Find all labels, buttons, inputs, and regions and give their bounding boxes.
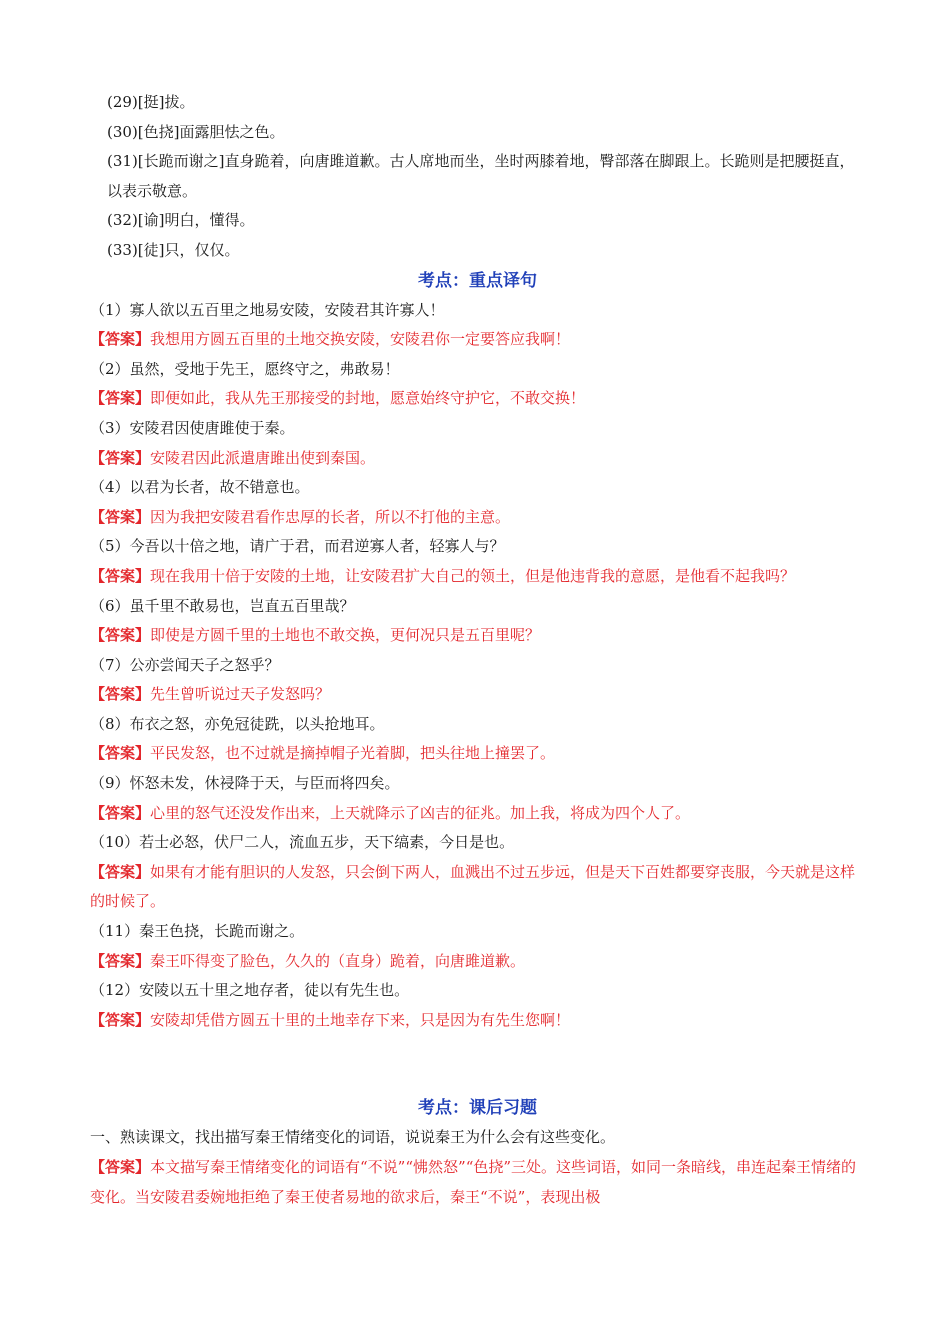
question-6: （6）虽千里不敢易也，岂直五百里哉？ — [90, 596, 355, 615]
answer-tag: 【答案】 — [90, 862, 151, 881]
document-page — [90, 88, 865, 1212]
answer-text: 秦王吓得变了脸色，久久的（直身）跪着，向唐雎道歉。 — [150, 951, 526, 970]
answer-text: 安陵却凭借方圆五十里的土地幸存下来，只是因为有先生您啊！ — [150, 1010, 571, 1029]
answer-tag: 【答案】 — [90, 744, 151, 763]
question-12: （12）安陵以五十里之地存者，徒以有先生也。 — [90, 981, 410, 1000]
section-heading-key-sentences: 考点：重点译句 — [418, 270, 537, 291]
question-11: （11）秦王色挠，长跪而谢之。 — [90, 922, 305, 941]
answer-tag: 【答案】 — [90, 330, 151, 349]
section-heading-exercises: 考点：课后习题 — [418, 1098, 537, 1119]
answer-text: 平民发怒，也不过就是摘掉帽子光着脚，把头往地上撞罢了。 — [150, 744, 556, 763]
question-8: （8）布衣之怒，亦免冠徒跣，以头抢地耳。 — [90, 714, 385, 733]
answer-5 — [90, 562, 865, 592]
answer-10 — [90, 858, 865, 917]
answer-8 — [90, 739, 865, 769]
answer-text: 即便如此，我从先王那接受的封地，愿意始终守护它，不敢交换！ — [150, 389, 586, 408]
question-5: （5）今吾以十倍之地，请广于君，而君逆寡人者，轻寡人与？ — [90, 537, 505, 556]
question-4: （4）以君为长者，故不错意也。 — [90, 478, 310, 497]
question-10: （10）若士必怒，伏尸二人，流血五步，天下缟素，今日是也。 — [90, 833, 515, 852]
answer-4 — [90, 503, 865, 533]
answer-text: 因为我把安陵君看作忠厚的长者，所以不打他的主意。 — [150, 507, 511, 526]
answer-2 — [90, 384, 865, 414]
answer-text: 本文描写秦王情绪变化的词语有“不说”“怫然怒”“色挠”三处。这些词语，如同一条暗线，串连起秦王情绪的变化。当安陵君委婉地拒绝了秦王使者易地的欲求后，秦王“不说”，表现出极 — [90, 1158, 857, 1206]
note-30: (30)[色挠]面露胆怯之色。 — [107, 122, 285, 141]
question-7: （7）公亦尝闻天子之怒乎？ — [90, 655, 280, 674]
answer-tag: 【答案】 — [90, 951, 151, 970]
answer-tag: 【答案】 — [90, 448, 151, 467]
note-32: (32)[谕]明白，懂得。 — [107, 211, 255, 230]
answer-text: 心里的怒气还没发作出来，上天就降示了凶吉的征兆。加上我，将成为四个人了。 — [150, 803, 691, 822]
answer-tag: 【答案】 — [90, 803, 151, 822]
answer-3 — [90, 444, 865, 474]
answer-7 — [90, 680, 865, 710]
spacer — [90, 1035, 865, 1093]
answer-tag: 【答案】 — [90, 685, 151, 704]
exercise-question: 一、熟读课文，找出描写秦王情绪变化的词语，说说秦王为什么会有这些变化。 — [90, 1128, 616, 1147]
answer-11 — [90, 947, 865, 977]
answer-text: 安陵君因此派遣唐雎出使到秦国。 — [150, 448, 376, 467]
answer-12 — [90, 1006, 865, 1036]
answer-text: 现在我用十倍于安陵的土地，让安陵君扩大自己的领土，但是他违背我的意愿，是他看不起我吗？ — [150, 566, 796, 585]
exercise-answer — [90, 1153, 865, 1212]
translation-list — [90, 296, 865, 1036]
question-2: （2）虽然，受地于先王，愿终守之，弗敢易！ — [90, 359, 400, 378]
answer-6 — [90, 621, 865, 651]
answer-text: 即使是方圆千里的土地也不敢交换，更何况只是五百里呢？ — [150, 626, 541, 645]
answer-tag: 【答案】 — [90, 389, 151, 408]
note-33: (33)[徒]只，仅仅。 — [107, 240, 240, 259]
answer-text: 我想用方圆五百里的土地交换安陵，安陵君你一定要答应我啊！ — [150, 330, 571, 349]
note-31: (31)[长跪而谢之]直身跪着，向唐雎道歉。古人席地而坐，坐时两膝着地，臀部落在脚跟上。长跪则是把腰挺直，以表示敬意。 — [107, 152, 855, 200]
answer-tag: 【答案】 — [90, 566, 151, 585]
question-1: （1）寡人欲以五百里之地易安陵，安陵君其许寡人！ — [90, 300, 445, 319]
question-3: （3）安陵君因使唐雎使于秦。 — [90, 418, 295, 437]
answer-tag: 【答案】 — [90, 1158, 151, 1176]
answer-tag: 【答案】 — [90, 1010, 151, 1029]
answer-text: 先生曾听说过天子发怒吗？ — [150, 685, 331, 704]
note-29: (29)[挺]拔。 — [107, 93, 195, 111]
answer-tag: 【答案】 — [90, 626, 151, 645]
answer-1 — [90, 325, 865, 355]
answer-9 — [90, 799, 865, 829]
answer-tag: 【答案】 — [90, 507, 151, 526]
question-9: （9）怀怒未发，休祲降于天，与臣而将四矣。 — [90, 774, 400, 793]
answer-text: 如果有才能有胆识的人发怒，只会倒下两人，血溅出不过五步远，但是天下百姓都要穿丧服，今天就是这样的时候了。 — [90, 862, 856, 911]
